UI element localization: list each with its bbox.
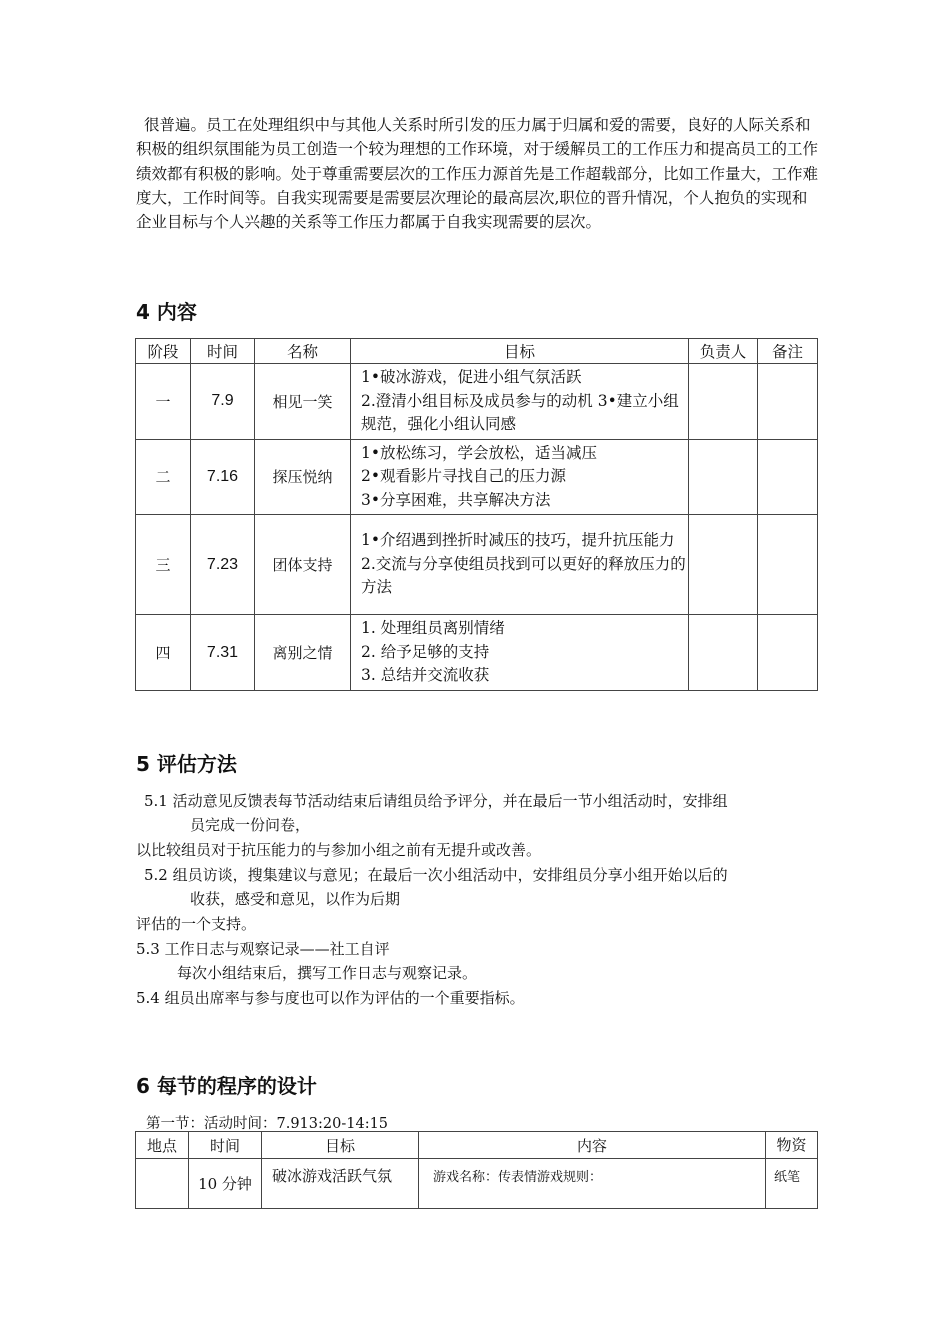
eval-line: 5.4 组员出席率与参与度也可以作为评估的一个重要指标。 — [136, 989, 525, 1007]
goal-line: 2.澄清小组目标及成员参与的动机 3•建立小组规范，强化小组认同感 — [361, 391, 679, 433]
goal-cell — [351, 515, 689, 615]
eval-line: 员完成一份问卷， — [190, 816, 311, 834]
time-cell: 7.23 — [191, 515, 255, 615]
header-goal: 目标 — [262, 1132, 419, 1159]
program-table — [135, 1131, 818, 1209]
time-cell: 10 分钟 — [189, 1159, 262, 1209]
stage-cell: 四 — [136, 615, 191, 691]
table-row — [136, 364, 818, 440]
goal-line: 2.交流与分享使组员找到可以更好的释放压力的方法 — [361, 554, 686, 597]
goal-line: 1. 处理组员离别情绪 — [361, 619, 505, 638]
name-cell: 团体支持 — [255, 515, 351, 615]
stage-cell: 一 — [136, 364, 191, 440]
eval-line: 5.2 组员访谈，搜集建议与意见；在最后一次小组活动中，安排组员分享小组开始以后的 — [144, 866, 728, 884]
notes-cell — [758, 515, 818, 615]
goal-line: 2•观看影片寻找自己的压力源 — [361, 467, 567, 485]
eval-line: 5.1 活动意见反馈表每节活动结束后请组员给予评分，并在最后一节小组活动时，安排组 — [144, 792, 728, 810]
owner-cell — [689, 439, 758, 515]
stage-cell: 二 — [136, 439, 191, 515]
header-place: 地点 — [136, 1132, 189, 1159]
eval-line: 评估的一个支持。 — [136, 915, 257, 933]
name-cell: 相见一笑 — [255, 364, 351, 440]
section-5-title: 5 评估方法 — [136, 752, 237, 776]
goal-line: 1•介绍遇到挫折时减压的技巧，提升抗压能力 — [361, 531, 675, 550]
table-row — [136, 439, 818, 515]
time-cell: 7.31 — [191, 615, 255, 691]
goal-cell — [351, 439, 689, 515]
notes-cell — [758, 439, 818, 515]
goal-cell: 破冰游戏活跃气氛 — [262, 1159, 419, 1209]
materials-cell: 纸笔 — [766, 1159, 818, 1209]
header-time: 时间 — [191, 339, 255, 364]
section-6-title: 6 每节的程序的设计 — [136, 1074, 317, 1098]
header-owner: 负责人 — [689, 339, 758, 364]
section-4-title: 4 内容 — [136, 300, 197, 324]
eval-line: 收获，感受和意见，以作为后期 — [190, 890, 401, 908]
eval-line: 每次小组结束后，撰写工作日志与观察记录。 — [177, 964, 478, 982]
goal-line: 3. 总结并交流收获 — [361, 666, 490, 685]
name-cell: 探压悦纳 — [255, 439, 351, 515]
table-header-row — [136, 339, 818, 364]
goal-line: 2. 给予足够的支持 — [361, 642, 490, 661]
time-cell: 7.16 — [191, 439, 255, 515]
header-goal: 目标 — [351, 339, 689, 364]
owner-cell — [689, 615, 758, 691]
owner-cell — [689, 515, 758, 615]
content-cell: 游戏名称：传表情游戏规则： — [419, 1159, 766, 1209]
table-row — [136, 1159, 818, 1209]
notes-cell — [758, 364, 818, 440]
program-header-row — [136, 1132, 818, 1159]
notes-cell — [758, 615, 818, 691]
table-row — [136, 515, 818, 615]
intro-paragraph: 很普遍。员工在处理组织中与其他人关系时所引发的压力属于归属和爱的需要，良好的人际关系和积极的组织氛围能为员工创造一个较为理想的工作环境，对于缓解员工的工作压力和提高员工的工作绩效都有积极的影响。处于尊重需要层次的工作压力源首先是工作超载部分，比如工作量大，工作难度大，工作时间等。自我实现需要是需要层次理论的最高层次,职位的晋升情况，个人抱负的实现和企业目标与个人兴趣的关系等工作压力都属于自我实现需要的层次。 — [136, 116, 819, 232]
goal-line: 1•放松练习，学会放松，适当减压 — [361, 443, 598, 462]
eval-line: 5.3 工作日志与观察记录——社工自评 — [136, 940, 390, 958]
header-name: 名称 — [255, 339, 351, 364]
name-cell: 离别之情 — [255, 615, 351, 691]
table-row — [136, 615, 818, 691]
header-notes: 备注 — [758, 339, 818, 364]
header-time: 时间 — [189, 1132, 262, 1159]
content-table — [135, 338, 818, 691]
header-stage: 阶段 — [136, 339, 191, 364]
eval-line: 以比较组员对于抗压能力的与参加小组之前有无提升或改善。 — [136, 841, 542, 859]
stage-cell: 三 — [136, 515, 191, 615]
goal-line: 3•分享困难，共享解决方法 — [361, 490, 551, 509]
session-caption: 第一节：活动时间：7.913:20-14:15 — [146, 1116, 389, 1132]
goal-cell — [351, 615, 689, 691]
owner-cell — [689, 364, 758, 440]
header-materials: 物资 — [766, 1132, 818, 1159]
goal-cell — [351, 364, 689, 440]
place-cell — [136, 1159, 189, 1209]
time-cell: 7.9 — [191, 364, 255, 440]
goal-line: 1•破冰游戏，促进小组气氛活跃 — [361, 368, 582, 386]
header-content: 内容 — [419, 1132, 766, 1159]
